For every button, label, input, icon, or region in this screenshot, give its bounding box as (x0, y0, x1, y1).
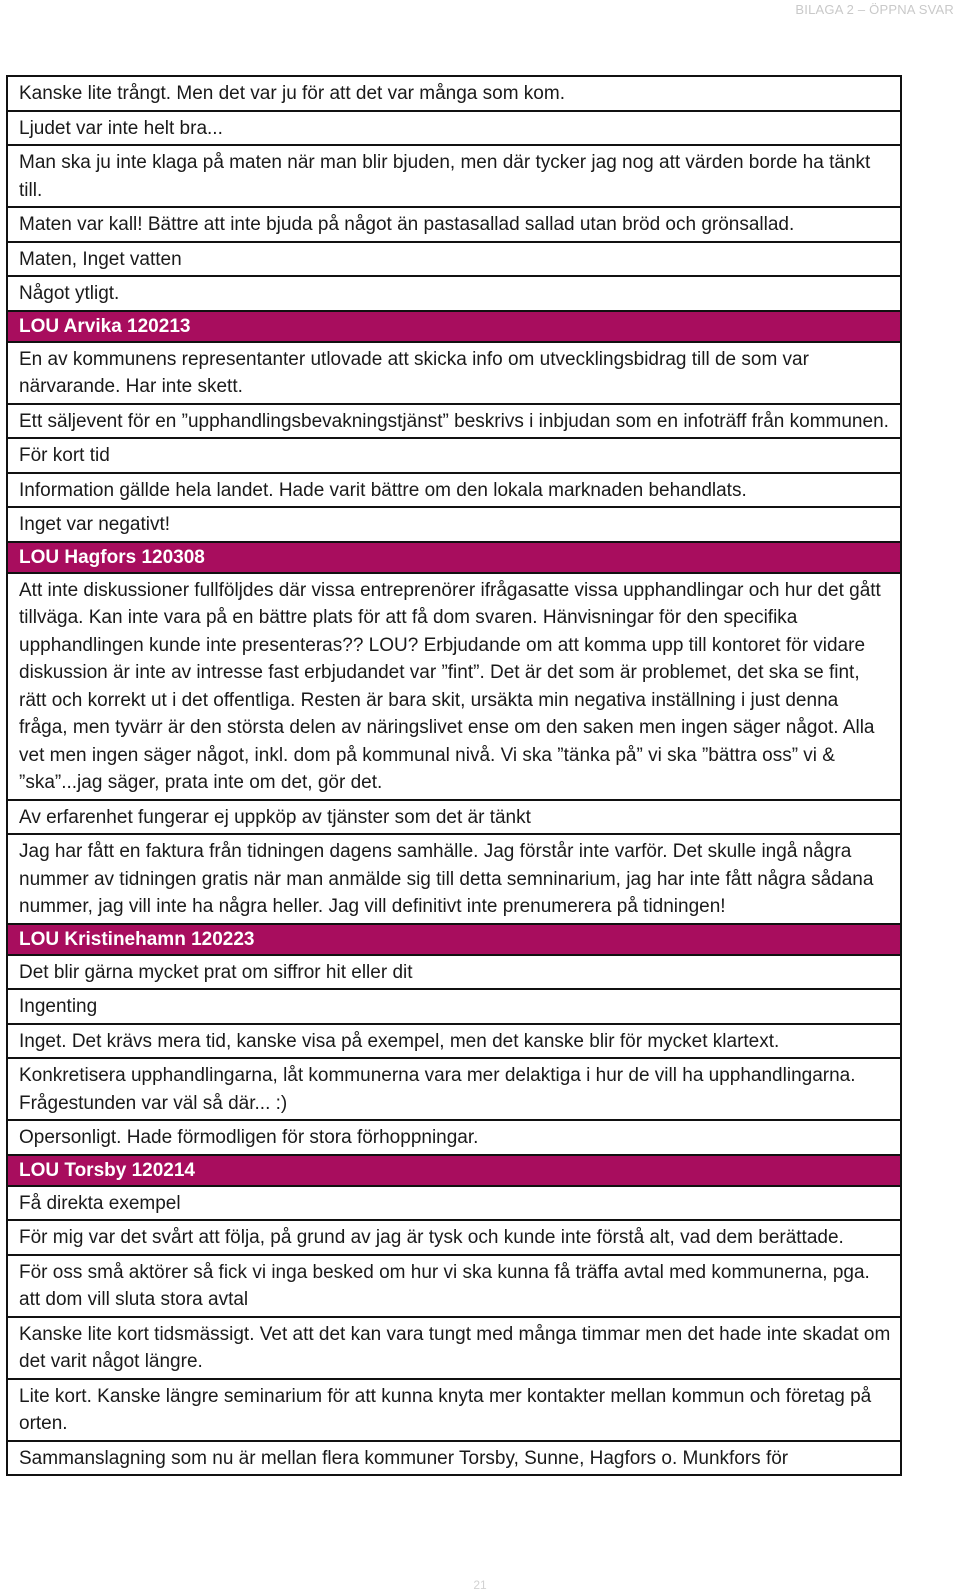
response-row (7, 207, 901, 242)
section-title: LOU Kristinehamn 120223 (7, 924, 901, 955)
response-row (7, 800, 901, 835)
response-row (7, 1186, 901, 1221)
response-row (7, 1120, 901, 1155)
response-row (7, 473, 901, 508)
response-row (7, 342, 901, 404)
response-text: En av kommunens representanter utlovade att skicka info om utvecklingsbidrag till de som var närvarande. Har inte skett. (7, 342, 901, 404)
response-row (7, 111, 901, 146)
response-text: Man ska ju inte klaga på maten när man blir bjuden, men där tycker jag nog att värden borde ha tänkt till. (7, 145, 901, 207)
response-text: För mig var det svårt att följa, på grund av jag är tysk och kunde inte förstå alt, vad dem berättade. (7, 1220, 901, 1255)
page-number: 21 (473, 1578, 487, 1592)
response-row (7, 1441, 901, 1476)
response-text: Ett säljevent för en ”upphandlingsbevakningstjänst” beskrivs i inbjudan som en infoträff från kommunen. (7, 404, 901, 439)
response-row (7, 573, 901, 800)
response-row (7, 404, 901, 439)
responses-table-body (7, 76, 901, 1475)
section-title: LOU Torsby 120214 (7, 1155, 901, 1186)
response-row (7, 834, 901, 924)
section-header-row (7, 542, 901, 573)
response-row (7, 1379, 901, 1441)
response-text: Ingenting (7, 989, 901, 1024)
response-text: Lite kort. Kanske längre seminarium för att kunna knyta mer kontakter mellan kommun och företag på orten. (7, 1379, 901, 1441)
section-header-row (7, 311, 901, 342)
response-row (7, 507, 901, 542)
response-row (7, 76, 901, 111)
response-text: För oss små aktörer så fick vi inga besked om hur vi ska kunna få träffa avtal med kommunerna, pga. att dom vill sluta stora avtal (7, 1255, 901, 1317)
section-title: LOU Hagfors 120308 (7, 542, 901, 573)
response-row (7, 1058, 901, 1120)
response-row (7, 955, 901, 990)
response-text: Information gällde hela landet. Hade varit bättre om den lokala marknaden behandlats. (7, 473, 901, 508)
response-text: Att inte diskussioner fullföljdes där vissa entreprenörer ifrågasatte vissa upphandlingar och hur det gått tillväga. Kan inte vara på en bättre plats för att få dom svaren. Hänvisningar för den specifika upphandlingen kunde inte presenteras?? LOU? Erbjudande om att komma upp till kontoret för vidare diskussion är inte av intresse fast erbjudandet var ”fint”. Det är det som är problemet, det ska se fint, rätt och korrekt ut i det offentliga. Resten är bara skit, ursäkta min negativa inställning i just denna fråga, men tyvärr är den största delen av näringslivet ense om den saken men ingen säger något. Alla vet men ingen säger något, inkl. dom på kommunal nivå. Vi ska ”tänka på” vi ska ”bättra oss” vi & ”ska”...jag säger, prata inte om det, gör det. (7, 573, 901, 800)
response-text: Av erfarenhet fungerar ej uppköp av tjänster som det är tänkt (7, 800, 901, 835)
response-text: Konkretisera upphandlingarna, låt kommunerna vara mer delaktiga i hur de vill ha upphandlingarna. Frågestunden var väl så där... :) (7, 1058, 901, 1120)
response-text: Något ytligt. (7, 276, 901, 311)
response-row (7, 989, 901, 1024)
response-text: Få direkta exempel (7, 1186, 901, 1221)
section-header-row (7, 1155, 901, 1186)
response-text: Kanske lite trångt. Men det var ju för att det var många som kom. (7, 76, 901, 111)
responses-table (6, 75, 902, 1476)
response-row (7, 145, 901, 207)
response-text: Inget var negativt! (7, 507, 901, 542)
response-text: Jag har fått en faktura från tidningen dagens samhälle. Jag förstår inte varför. Det skulle ingå några nummer av tidningen gratis när man anmälde sig till detta semninarium, jag har inte fått några sådana nummer, jag vill inte ha några heller. Jag vill definitivt inte prenumerera på tidningen! (7, 834, 901, 924)
response-row (7, 276, 901, 311)
response-text: För kort tid (7, 438, 901, 473)
response-row (7, 1220, 901, 1255)
response-row (7, 438, 901, 473)
section-title: LOU Arvika 120213 (7, 311, 901, 342)
response-row (7, 1317, 901, 1379)
page-header: BILAGA 2 – ÖPPNA SVAR (795, 2, 954, 17)
response-row (7, 1255, 901, 1317)
response-text: Inget. Det krävs mera tid, kanske visa på exempel, men det kanske blir för mycket klartext. (7, 1024, 901, 1059)
response-row (7, 242, 901, 277)
response-text: Sammanslagning som nu är mellan flera kommuner Torsby, Sunne, Hagfors o. Munkfors för (7, 1441, 901, 1476)
response-text: Det blir gärna mycket prat om siffror hit eller dit (7, 955, 901, 990)
section-header-row (7, 924, 901, 955)
response-text: Ljudet var inte helt bra... (7, 111, 901, 146)
response-text: Opersonligt. Hade förmodligen för stora förhoppningar. (7, 1120, 901, 1155)
response-text: Maten, Inget vatten (7, 242, 901, 277)
response-row (7, 1024, 901, 1059)
response-text: Kanske lite kort tidsmässigt. Vet att det kan vara tungt med många timmar men det hade inte skadat om det varit något längre. (7, 1317, 901, 1379)
response-text: Maten var kall! Bättre att inte bjuda på något än pastasallad sallad utan bröd och grönsallad. (7, 207, 901, 242)
